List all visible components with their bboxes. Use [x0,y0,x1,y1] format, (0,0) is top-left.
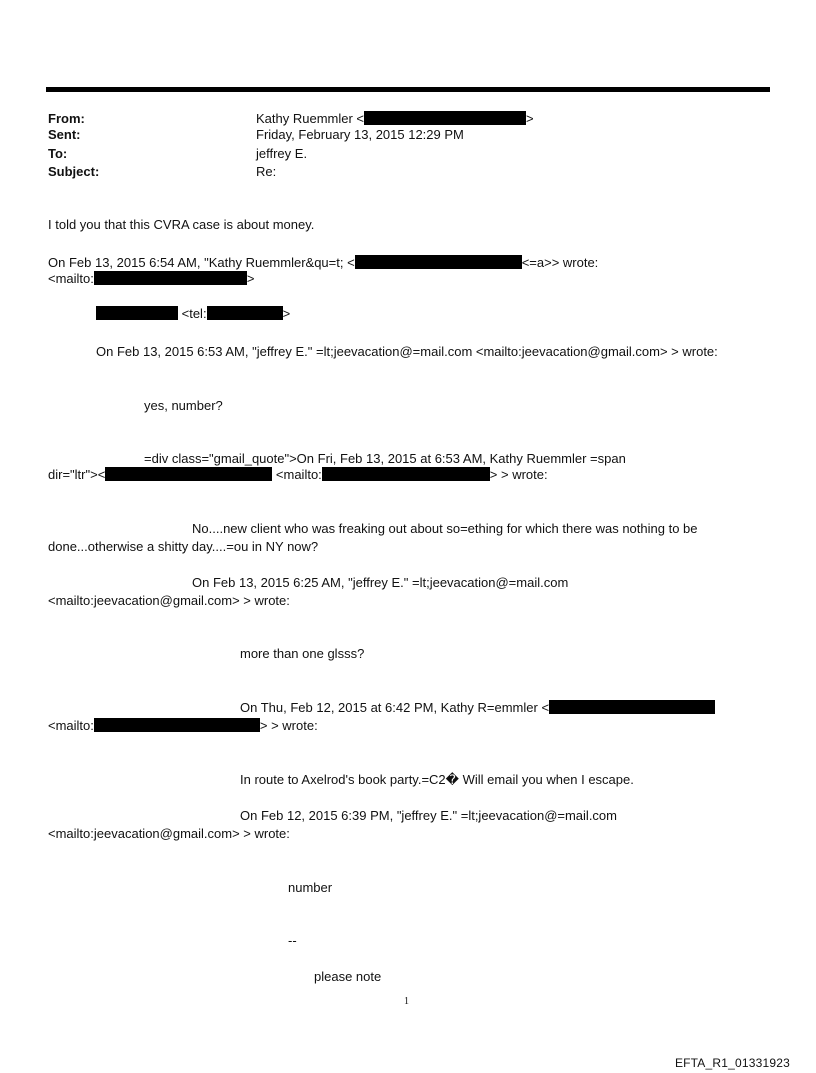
body-line-20: -- [288,933,297,948]
from-value [256,111,534,127]
redaction-bar [96,306,178,320]
sent-value: Friday, February 13, 2015 12:29 PM [256,127,464,142]
sent-label: Sent: [48,127,81,142]
body-line-8-a: dir="ltr">< [48,467,106,482]
from-name: Kathy Ruemmler < [256,111,365,126]
redaction-bar [207,306,283,320]
body-line-3-b: > [246,271,255,286]
body-line-3-a: <mailto: [48,271,94,286]
body-line-1: I told you that this CVRA case is about money. [48,217,315,232]
body-line-18: <mailto:jeevacation@gmail.com> > wrote: [48,826,290,841]
body-line-4-b: > [282,306,291,321]
body-line-8-c: > > wrote: [489,467,548,482]
body-line-12: <mailto:jeevacation@gmail.com> > wrote: [48,593,290,608]
body-line-2 [48,255,598,271]
body-line-3 [48,271,254,287]
body-line-10: done...otherwise a shitty day....=ou in NY now? [48,539,319,554]
subject-label: Subject: [48,164,100,179]
redaction-bar [364,111,526,125]
body-line-13: more than one glsss? [240,646,365,661]
body-line-9: No....new client who was freaking out about so=ething for which there was nothing to be [192,521,698,536]
redaction-bar [355,255,522,269]
body-line-19: number [288,880,333,895]
page-number: 1 [404,996,409,1007]
body-line-2-b: <=a>> wrote: [521,255,599,270]
body-line-2-a: On Feb 13, 2015 6:54 AM, "Kathy Ruemmler&qu=t; < [48,255,355,270]
body-line-4-a: <tel: [181,306,207,321]
header-rule [46,87,770,92]
document-id: EFTA_R1_01331923 [674,1056,790,1070]
body-line-15 [48,718,318,734]
body-line-15-a: <mailto: [48,718,94,733]
redaction-bar [94,718,260,732]
redaction-bar [549,700,715,714]
to-label: To: [48,146,68,161]
to-value: jeffrey E. [256,146,308,161]
from-label: From: [48,111,85,126]
body-line-14 [240,700,715,716]
redaction-bar [94,271,247,285]
body-line-4 [96,306,290,322]
subject-value: Re: [256,164,277,179]
body-line-17: On Feb 12, 2015 6:39 PM, "jeffrey E." =lt;jeevacation@=mail.com [240,808,617,823]
redaction-bar [105,467,272,481]
body-line-7: =div class="gmail_quote">On Fri, Feb 13, 2015 at 6:53 AM, Kathy Ruemmler =span [144,451,626,466]
body-line-15-b: > > wrote: [259,718,318,733]
body-line-8-b: <mailto: [275,467,322,482]
body-line-14-a: On Thu, Feb 12, 2015 at 6:42 PM, Kathy R=emmler < [240,700,550,715]
body-line-8 [48,467,548,483]
body-line-16: In route to Axelrod's book party.=C2� Will email you when I escape. [240,772,634,787]
body-line-5: On Feb 13, 2015 6:53 AM, "jeffrey E." =lt;jeevacation@=mail.com <mailto:jeevacation@gmail.com> > wrote: [96,344,718,359]
redaction-bar [322,467,490,481]
body-line-21: please note [314,969,382,984]
body-line-11: On Feb 13, 2015 6:25 AM, "jeffrey E." =lt;jeevacation@=mail.com [192,575,569,590]
body-line-6: yes, number? [144,398,223,413]
from-close: > [526,111,534,126]
